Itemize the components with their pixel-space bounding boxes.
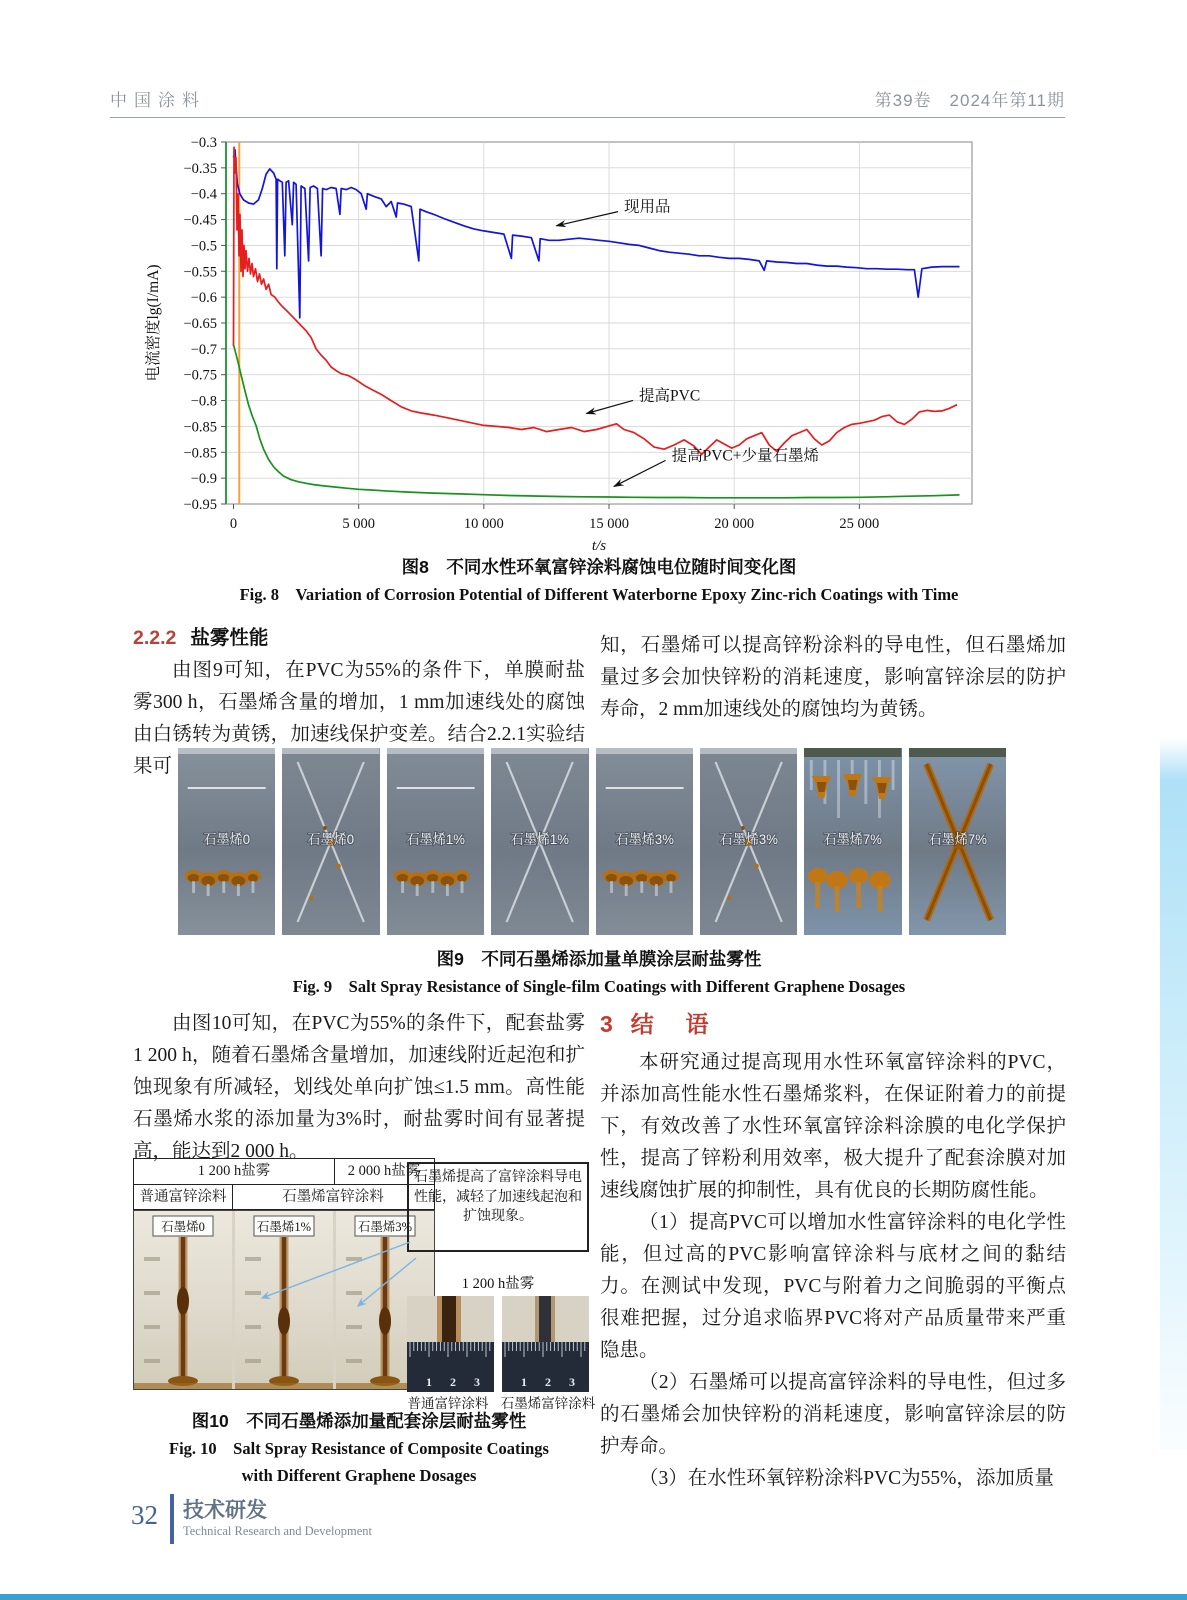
fig9-photo-strip xyxy=(178,748,1006,935)
svg-text:石墨烯0: 石墨烯0 xyxy=(203,831,251,848)
fig10-arrow-lines xyxy=(240,1240,420,1320)
svg-text:电流密度lg(I/mA): 电流密度lg(I/mA) xyxy=(145,264,162,382)
svg-text:石墨烯3%: 石墨烯3% xyxy=(357,1220,413,1234)
para-fig10-wrap xyxy=(133,1008,585,1168)
bottom-rule xyxy=(0,1594,1187,1600)
svg-text:1: 1 xyxy=(521,1375,527,1389)
page-number: 32 xyxy=(131,1500,158,1530)
svg-text:−0.4: −0.4 xyxy=(190,186,217,203)
fig9-panel-1 xyxy=(282,748,379,935)
fig9-panel-6 xyxy=(804,748,901,935)
section-2-2-2-heading xyxy=(133,622,585,650)
para-salt-spray-right-wrap xyxy=(600,630,1066,726)
svg-text:−0.3: −0.3 xyxy=(190,135,217,151)
svg-text:10 000: 10 000 xyxy=(463,516,504,532)
svg-text:石墨烯1%: 石墨烯1% xyxy=(510,831,570,848)
section-3-heading xyxy=(600,1006,1066,1039)
svg-text:石墨烯7%: 石墨烯7% xyxy=(823,831,883,848)
fig10-small-label-normal: 普通富锌涂料 xyxy=(407,1396,489,1411)
header-rule xyxy=(110,117,1065,118)
svg-text:−0.55: −0.55 xyxy=(183,264,217,281)
journal-name: 中国涂料 xyxy=(110,91,206,110)
svg-text:3: 3 xyxy=(474,1375,480,1389)
conclusion-para-3: （2）石墨烯可以提高富锌涂料的导电性，但过多的石墨烯会加快锌粉的消耗速度，影响富锌涂层的防护寿命。 xyxy=(600,1372,1066,1457)
section-3 xyxy=(600,1006,1066,1495)
fig8-caption-zh: 图8 不同水性环氧富锌涂料腐蚀电位随时间变化图 xyxy=(401,557,797,577)
fig8-caption-en: Fig. 8 Variation of Corrosion Potential of Different Waterborne Epoxy Zinc-rich Coatings with Time xyxy=(239,585,959,604)
conclusion-para-1: 本研究通过提高现用水性环氧富锌涂料的PVC，并添加高性能水性石墨烯浆料，在保证附着力的前提下，有效改善了水性环氧富锌涂料涂膜的电化学保护性，提高了锌粉利用效率，极大提升了配套涂膜对加速线腐蚀扩展的抑制性，具有优良的长期防腐性能。 xyxy=(600,1052,1066,1201)
svg-text:15 000: 15 000 xyxy=(589,516,629,532)
svg-text:提高PVC+少量石墨烯: 提高PVC+少量石墨烯 xyxy=(671,447,820,465)
fig10-cell-1200h: 1 200 h盐雾 xyxy=(134,1159,335,1184)
right-edge-strip xyxy=(1160,738,1187,1450)
svg-text:−0.75: −0.75 xyxy=(183,367,217,384)
fig10-small-photo-1 xyxy=(502,1296,589,1392)
fig9-panel-4 xyxy=(596,748,693,935)
fig9-panel-3 xyxy=(491,748,588,935)
section-title: 盐雾性能 xyxy=(190,627,269,649)
footer-section-zh: 技术研发 xyxy=(183,1499,267,1522)
fig9-caption-en: Fig. 9 Salt Spray Resistance of Single-film Coatings with Different Graphene Dosages xyxy=(292,977,906,996)
svg-text:−0.9: −0.9 xyxy=(190,471,217,488)
fig10-note-box: 石墨烯提高了富锌涂料导电性能，减轻了加速线起泡和扩蚀现象。 xyxy=(407,1162,589,1252)
svg-text:石墨烯0: 石墨烯0 xyxy=(161,1220,205,1234)
svg-text:−0.5: −0.5 xyxy=(190,238,217,255)
fig10-caption-en: Fig. 10 Salt Spray Resistance of Composite Coatings with Different Graphene Dosages xyxy=(169,1439,549,1485)
fig8-chart-svg xyxy=(138,134,990,550)
section-number: 2.2.2 xyxy=(133,627,177,649)
svg-text:2: 2 xyxy=(545,1375,551,1389)
fig9-panel-2 xyxy=(387,748,484,935)
svg-text:石墨烯3%: 石墨烯3% xyxy=(719,831,778,848)
svg-text:−0.8: −0.8 xyxy=(190,393,217,410)
svg-text:现用品: 现用品 xyxy=(624,198,671,216)
issue-info: 第39卷 2024年第11期 xyxy=(874,91,1065,110)
svg-text:−0.7: −0.7 xyxy=(190,341,217,358)
svg-text:石墨烯1%: 石墨烯1% xyxy=(256,1220,312,1234)
fig10-cell-graphene: 石墨烯富锌涂料 xyxy=(282,1189,384,1205)
svg-text:0: 0 xyxy=(229,516,238,532)
fig10-header-table xyxy=(133,1158,435,1210)
svg-text:提高PVC: 提高PVC xyxy=(639,387,701,405)
conclusion-para-2: （1）提高PVC可以增加水性富锌涂料的电化学性能，但过高的PVC影响富锌涂料与底材之间的黏结力。在测试中发现，PVC与附着力之间脆弱的平衡点很难把握，过分追求临界PVC将对产品质量带来严重隐患。 xyxy=(600,1212,1066,1361)
svg-text:5 000: 5 000 xyxy=(342,516,375,532)
footer-bar xyxy=(170,1494,174,1544)
svg-text:石墨烯1%: 石墨烯1% xyxy=(406,831,465,848)
svg-text:−0.45: −0.45 xyxy=(183,212,217,229)
para-salt-spray-left: 由图9可知，在PVC为55%的条件下，单膜耐盐雾300 h，石墨烯含量的增加，1 mm加速线处的腐蚀由白锈转为黄锈，加速线保护变差。结合2.2.1实验结果可 xyxy=(133,660,585,777)
svg-text:石墨烯3%: 石墨烯3% xyxy=(614,831,674,848)
fig10-caption-zh: 图10 不同石墨烯添加量配套涂层耐盐雾性 xyxy=(191,1411,527,1431)
svg-text:−0.65: −0.65 xyxy=(183,316,217,332)
svg-text:25 000: 25 000 xyxy=(839,516,880,532)
fig10-small-title: 1 200 h盐雾 xyxy=(461,1276,535,1292)
section-3-number: 3 xyxy=(600,1011,613,1037)
fig9-panel-0 xyxy=(178,748,275,935)
fig10-small-photos xyxy=(407,1296,589,1392)
svg-text:−0.35: −0.35 xyxy=(183,160,217,177)
fig10-cell-2000h: 2 000 h盐雾 xyxy=(347,1163,421,1179)
svg-text:−0.85: −0.85 xyxy=(183,419,217,436)
fig10-panel-0 xyxy=(134,1211,232,1389)
svg-text:−0.85: −0.85 xyxy=(183,445,217,462)
footer-section-en: Technical Research and Development xyxy=(183,1524,372,1538)
svg-text:20 000: 20 000 xyxy=(714,516,755,532)
svg-text:2: 2 xyxy=(450,1375,456,1389)
conclusion-para-4: （3）在水性环氧锌粉涂料PVC为55%，添加质量 xyxy=(639,1468,1054,1489)
svg-text:1: 1 xyxy=(426,1375,432,1389)
svg-text:−0.95: −0.95 xyxy=(183,497,217,513)
fig9-caption-zh: 图9 不同石墨烯添加量单膜涂层耐盐雾性 xyxy=(436,949,762,969)
fig10-small-photo-0 xyxy=(407,1296,494,1392)
fig9-panel-7 xyxy=(909,748,1006,935)
svg-text:3: 3 xyxy=(569,1375,575,1389)
svg-text:石墨烯7%: 石墨烯7% xyxy=(928,831,987,848)
svg-text:t/s: t/s xyxy=(591,538,607,550)
section-3-title: 结 语 xyxy=(630,1011,722,1037)
fig10-small-label-graphene: 石墨烯富锌涂料 xyxy=(500,1396,596,1411)
fig10-cell-normal: 普通富锌涂料 xyxy=(134,1185,233,1210)
svg-text:石墨烯0: 石墨烯0 xyxy=(307,831,355,848)
para-salt-spray-right: 知，石墨烯可以提高锌粉涂料的导电性，但石墨烯加量过多会加快锌粉的消耗速度，影响富锌涂层的防护寿命，2 mm加速线处的腐蚀均为黄锈。 xyxy=(600,635,1066,720)
fig9-panel-5 xyxy=(700,748,797,935)
fig8-chart xyxy=(138,134,990,550)
svg-text:−0.6: −0.6 xyxy=(190,290,217,307)
para-fig10: 由图10可知，在PVC为55%的条件下，配套盐雾1 200 h，随着石墨烯含量增加，加速线附近起泡和扩蚀现象有所减轻，划线处单向扩蚀≤1.5 mm。高性能石墨烯水浆的添加量为3%时，耐盐雾时间有显著提高，能达到2 000 h。 xyxy=(133,1013,585,1162)
